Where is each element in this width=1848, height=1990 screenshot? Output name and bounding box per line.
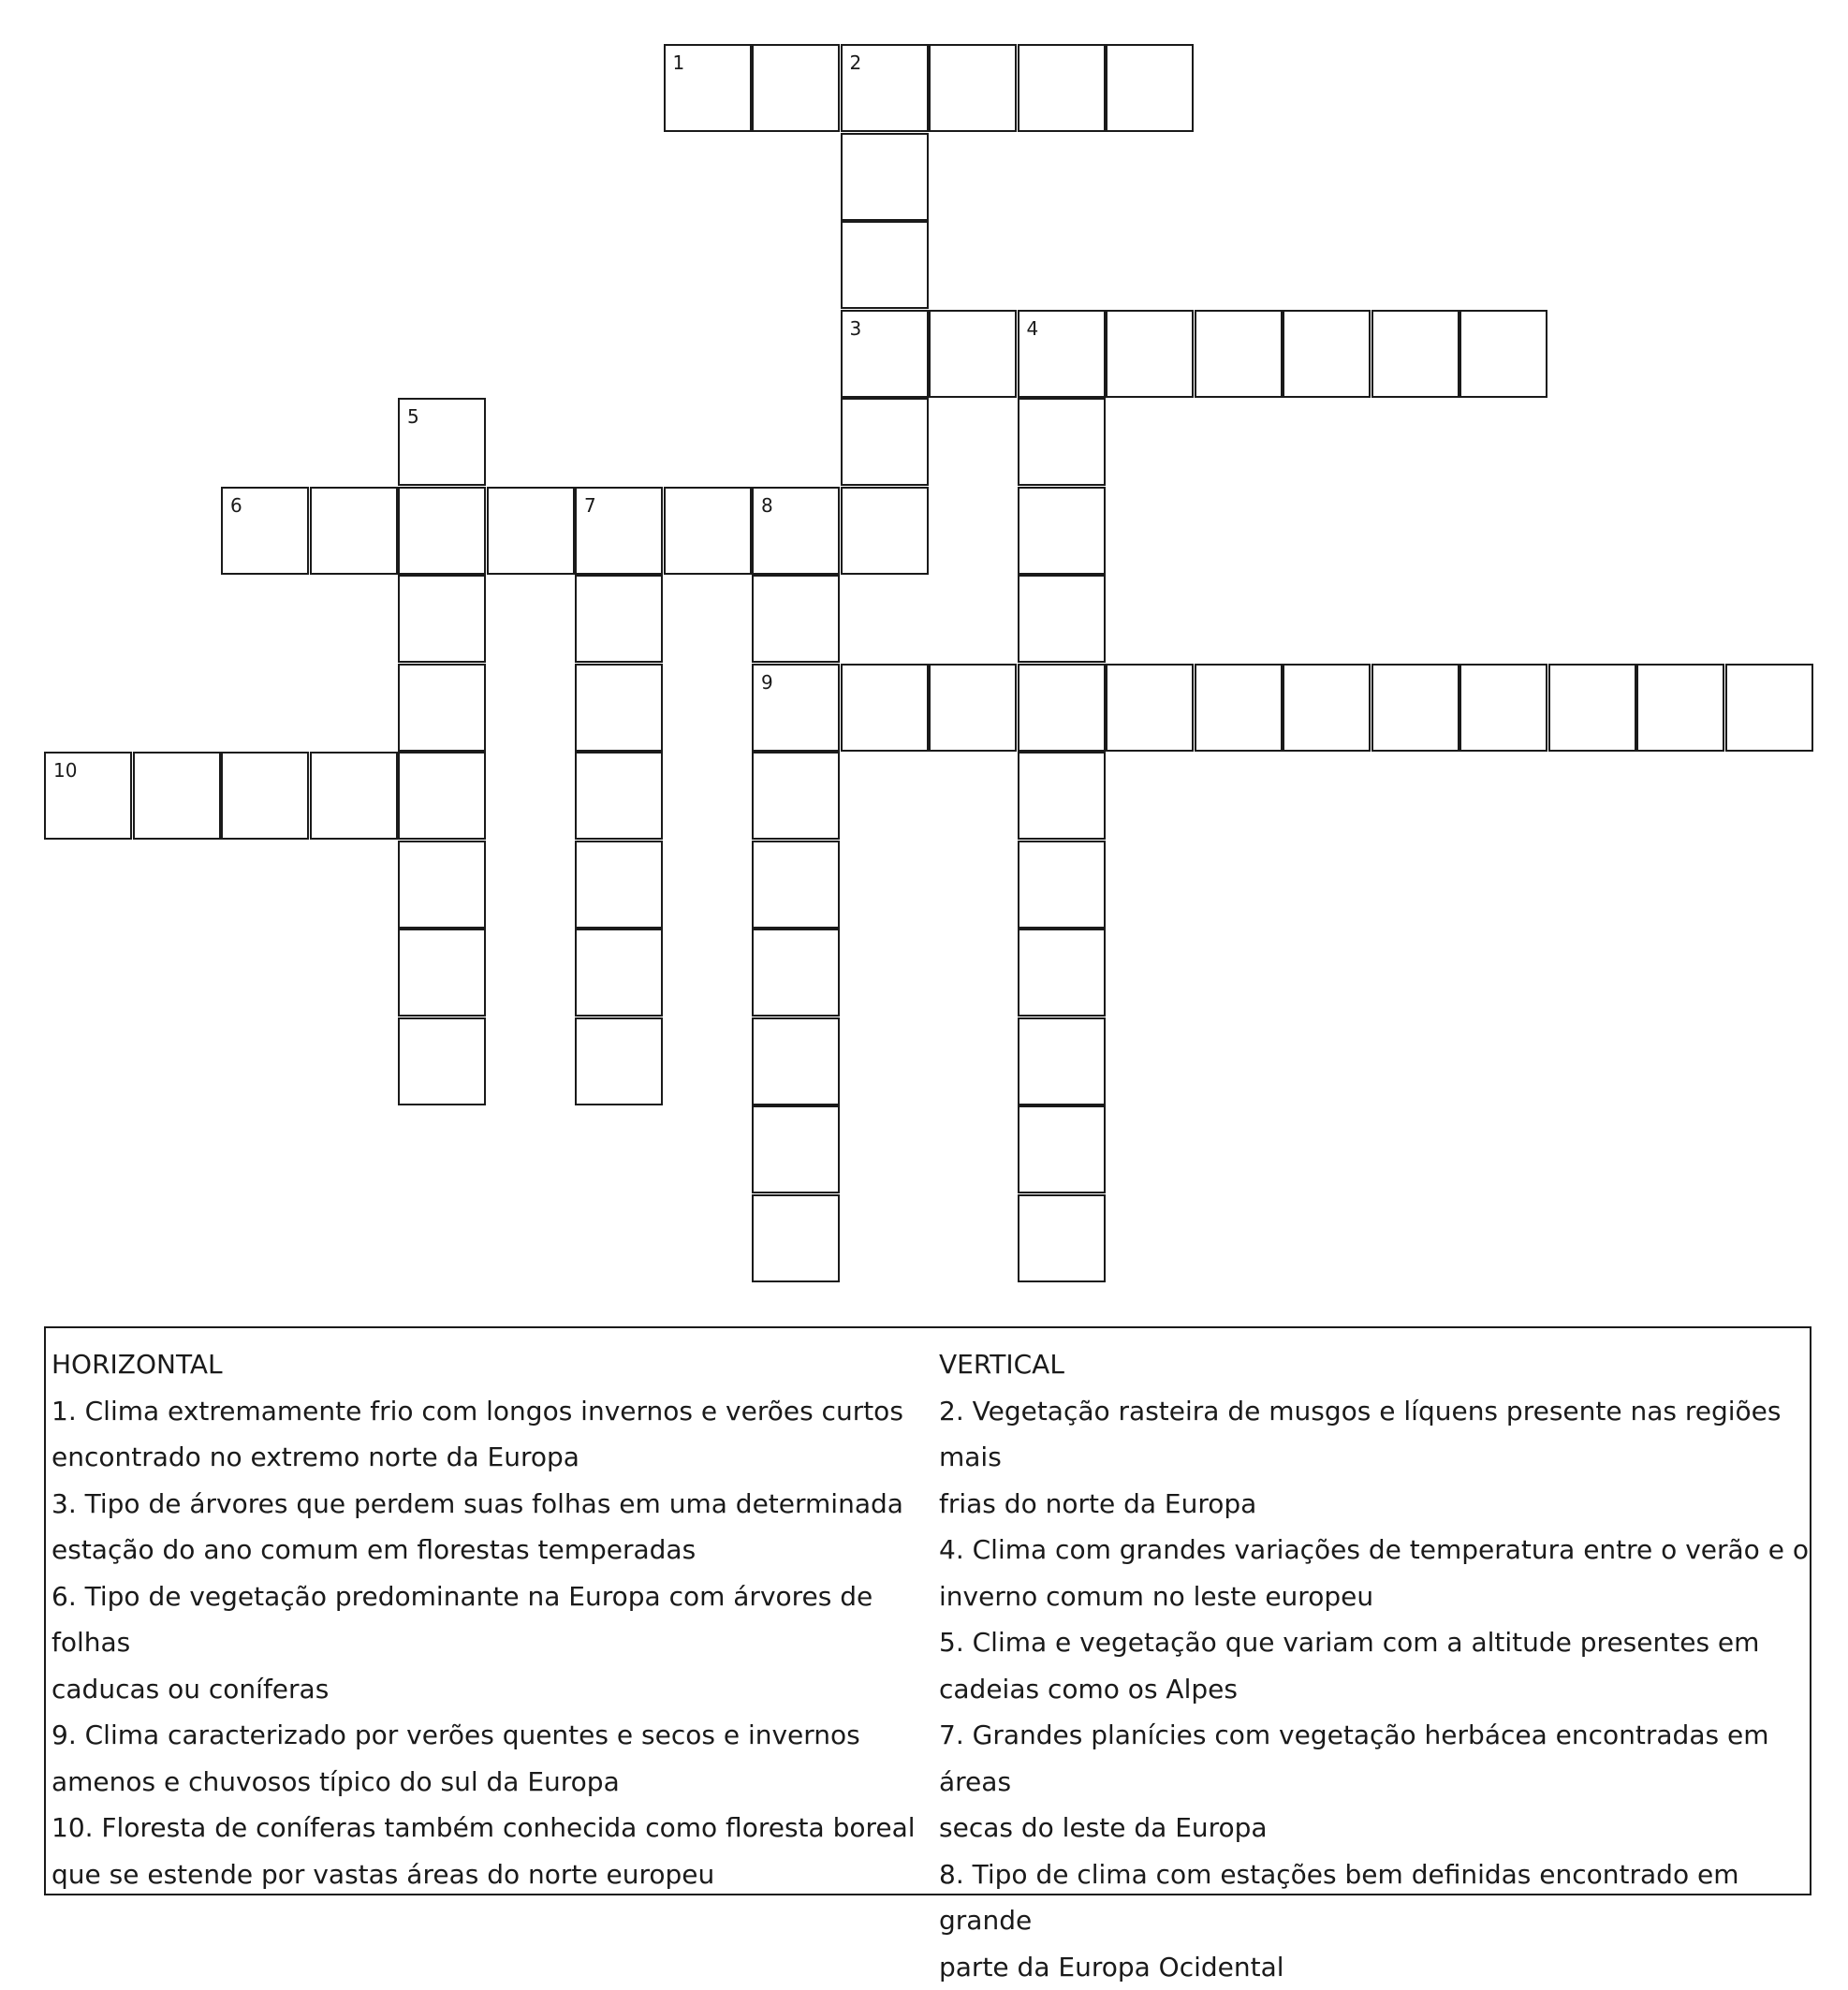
clue-line: 5. Clima e vegetação que variam com a altitude presentes em bbox=[939, 1619, 1810, 1666]
clue-number: 8 bbox=[761, 496, 773, 515]
crossword-cell[interactable] bbox=[221, 752, 309, 840]
crossword-cell[interactable] bbox=[398, 929, 486, 1017]
clue-line: 10. Floresta de coníferas também conhecida como floresta boreal bbox=[51, 1805, 931, 1851]
clue-line: parte da Europa Ocidental bbox=[939, 1944, 1810, 1990]
clue-line: 2. Vegetação rasteira de musgos e líquens presente nas regiões mais bbox=[939, 1388, 1810, 1481]
crossword-cell[interactable] bbox=[841, 221, 929, 309]
crossword-cell[interactable] bbox=[752, 929, 840, 1017]
clue-line: 3. Tipo de árvores que perdem suas folhas em uma determinada bbox=[51, 1481, 931, 1528]
clue-line: 4. Clima com grandes variações de temperatura entre o verão e o bbox=[939, 1527, 1810, 1573]
crossword-cell[interactable] bbox=[1106, 310, 1194, 398]
crossword-cell[interactable] bbox=[752, 487, 840, 575]
crossword-cell[interactable] bbox=[44, 752, 132, 840]
crossword-cell[interactable] bbox=[841, 133, 929, 221]
crossword-cell[interactable] bbox=[575, 487, 663, 575]
clue-line: amenos e chuvosos típico do sul da Europa bbox=[51, 1759, 931, 1806]
crossword-cell[interactable] bbox=[1018, 575, 1106, 663]
crossword-cell[interactable] bbox=[1283, 664, 1371, 752]
crossword-cell[interactable] bbox=[752, 1017, 840, 1105]
crossword-cell[interactable] bbox=[1018, 752, 1106, 840]
crossword-cell[interactable] bbox=[841, 44, 929, 132]
clue-line: 6. Tipo de vegetação predominante na Europa com árvores de folhas bbox=[51, 1573, 931, 1666]
clues-box bbox=[44, 1326, 1811, 1895]
clue-number: 6 bbox=[230, 496, 242, 515]
clue-line: estação do ano comum em florestas temperadas bbox=[51, 1527, 931, 1573]
crossword-cell[interactable] bbox=[1018, 1017, 1106, 1105]
clue-line: 8. Tipo de clima com estações bem definidas encontrado em grande bbox=[939, 1851, 1810, 1944]
clue-line: encontrado no extremo norte da Europa bbox=[51, 1434, 931, 1481]
crossword-cell[interactable] bbox=[1018, 487, 1106, 575]
crossword-cell[interactable] bbox=[1636, 664, 1724, 752]
crossword-cell[interactable] bbox=[1106, 664, 1194, 752]
crossword-cell[interactable] bbox=[1459, 664, 1547, 752]
crossword-cell[interactable] bbox=[1283, 310, 1371, 398]
clue-number: 2 bbox=[850, 53, 862, 72]
crossword-cell[interactable] bbox=[133, 752, 221, 840]
crossword-cell[interactable] bbox=[575, 575, 663, 663]
crossword-cell[interactable] bbox=[1548, 664, 1636, 752]
crossword-cell[interactable] bbox=[1018, 1105, 1106, 1193]
crossword-cell[interactable] bbox=[1018, 44, 1106, 132]
crossword-cell[interactable] bbox=[1371, 310, 1459, 398]
crossword-cell[interactable] bbox=[664, 44, 752, 132]
vertical-heading: VERTICAL bbox=[939, 1341, 1810, 1388]
crossword-cell[interactable] bbox=[752, 575, 840, 663]
crossword-cell[interactable] bbox=[841, 398, 929, 486]
crossword-cell[interactable] bbox=[398, 752, 486, 840]
crossword-cell[interactable] bbox=[1018, 929, 1106, 1017]
crossword-cell[interactable] bbox=[929, 44, 1017, 132]
crossword-cell[interactable] bbox=[929, 664, 1017, 752]
crossword-cell[interactable] bbox=[1195, 310, 1283, 398]
clue-number: 5 bbox=[407, 407, 419, 426]
crossword-cell[interactable] bbox=[841, 310, 929, 398]
crossword-cell[interactable] bbox=[1018, 1194, 1106, 1282]
crossword-cell[interactable] bbox=[1195, 664, 1283, 752]
crossword-cell[interactable] bbox=[1018, 310, 1106, 398]
crossword-cell[interactable] bbox=[221, 487, 309, 575]
crossword-cell[interactable] bbox=[310, 752, 398, 840]
crossword-cell[interactable] bbox=[752, 664, 840, 752]
crossword-cell[interactable] bbox=[752, 44, 840, 132]
clue-line: 9. Clima caracterizado por verões quentes e secos e invernos bbox=[51, 1712, 931, 1759]
crossword-cell[interactable] bbox=[1459, 310, 1547, 398]
clue-line: frias do norte da Europa bbox=[939, 1481, 1810, 1528]
clue-line: que se estende por vastas áreas do norte europeu bbox=[51, 1851, 931, 1898]
crossword-cell[interactable] bbox=[575, 752, 663, 840]
crossword-cell[interactable] bbox=[752, 752, 840, 840]
crossword-cell[interactable] bbox=[752, 841, 840, 929]
clue-number: 3 bbox=[850, 319, 862, 338]
crossword-cell[interactable] bbox=[1018, 664, 1106, 752]
crossword-cell[interactable] bbox=[1106, 44, 1194, 132]
clue-line: cadeias como os Alpes bbox=[939, 1666, 1810, 1713]
horizontal-clues bbox=[51, 1341, 931, 1897]
crossword-cell[interactable] bbox=[752, 1105, 840, 1193]
crossword-cell[interactable] bbox=[487, 487, 575, 575]
clue-number: 9 bbox=[761, 673, 773, 692]
crossword-cell[interactable] bbox=[1018, 841, 1106, 929]
crossword-cell[interactable] bbox=[398, 841, 486, 929]
crossword-cell[interactable] bbox=[398, 1017, 486, 1105]
crossword-cell[interactable] bbox=[929, 310, 1017, 398]
crossword-cell[interactable] bbox=[575, 664, 663, 752]
crossword-cell[interactable] bbox=[310, 487, 398, 575]
crossword-cell[interactable] bbox=[398, 487, 486, 575]
clue-line: inverno comum no leste europeu bbox=[939, 1573, 1810, 1620]
crossword-cell[interactable] bbox=[398, 398, 486, 486]
clue-number: 10 bbox=[53, 761, 77, 780]
clue-line: caducas ou coníferas bbox=[51, 1666, 931, 1713]
clue-number: 4 bbox=[1027, 319, 1039, 338]
crossword-cell[interactable] bbox=[398, 664, 486, 752]
clue-number: 7 bbox=[584, 496, 596, 515]
crossword-cell[interactable] bbox=[841, 664, 929, 752]
crossword-cell[interactable] bbox=[575, 1017, 663, 1105]
crossword-cell[interactable] bbox=[1725, 664, 1813, 752]
crossword-cell[interactable] bbox=[1018, 398, 1106, 486]
crossword-cell[interactable] bbox=[575, 929, 663, 1017]
clue-line: 1. Clima extremamente frio com longos invernos e verões curtos bbox=[51, 1388, 931, 1435]
crossword-cell[interactable] bbox=[841, 487, 929, 575]
vertical-clues bbox=[939, 1341, 1810, 1990]
crossword-cell[interactable] bbox=[1371, 664, 1459, 752]
clue-line: 7. Grandes planícies com vegetação herbácea encontradas em áreas bbox=[939, 1712, 1810, 1805]
crossword-cell[interactable] bbox=[664, 487, 752, 575]
crossword-cell[interactable] bbox=[752, 1194, 840, 1282]
crossword-cell[interactable] bbox=[398, 575, 486, 663]
clue-line: secas do leste da Europa bbox=[939, 1805, 1810, 1851]
horizontal-heading: HORIZONTAL bbox=[51, 1341, 931, 1388]
clue-number: 1 bbox=[673, 53, 685, 72]
crossword-cell[interactable] bbox=[575, 841, 663, 929]
